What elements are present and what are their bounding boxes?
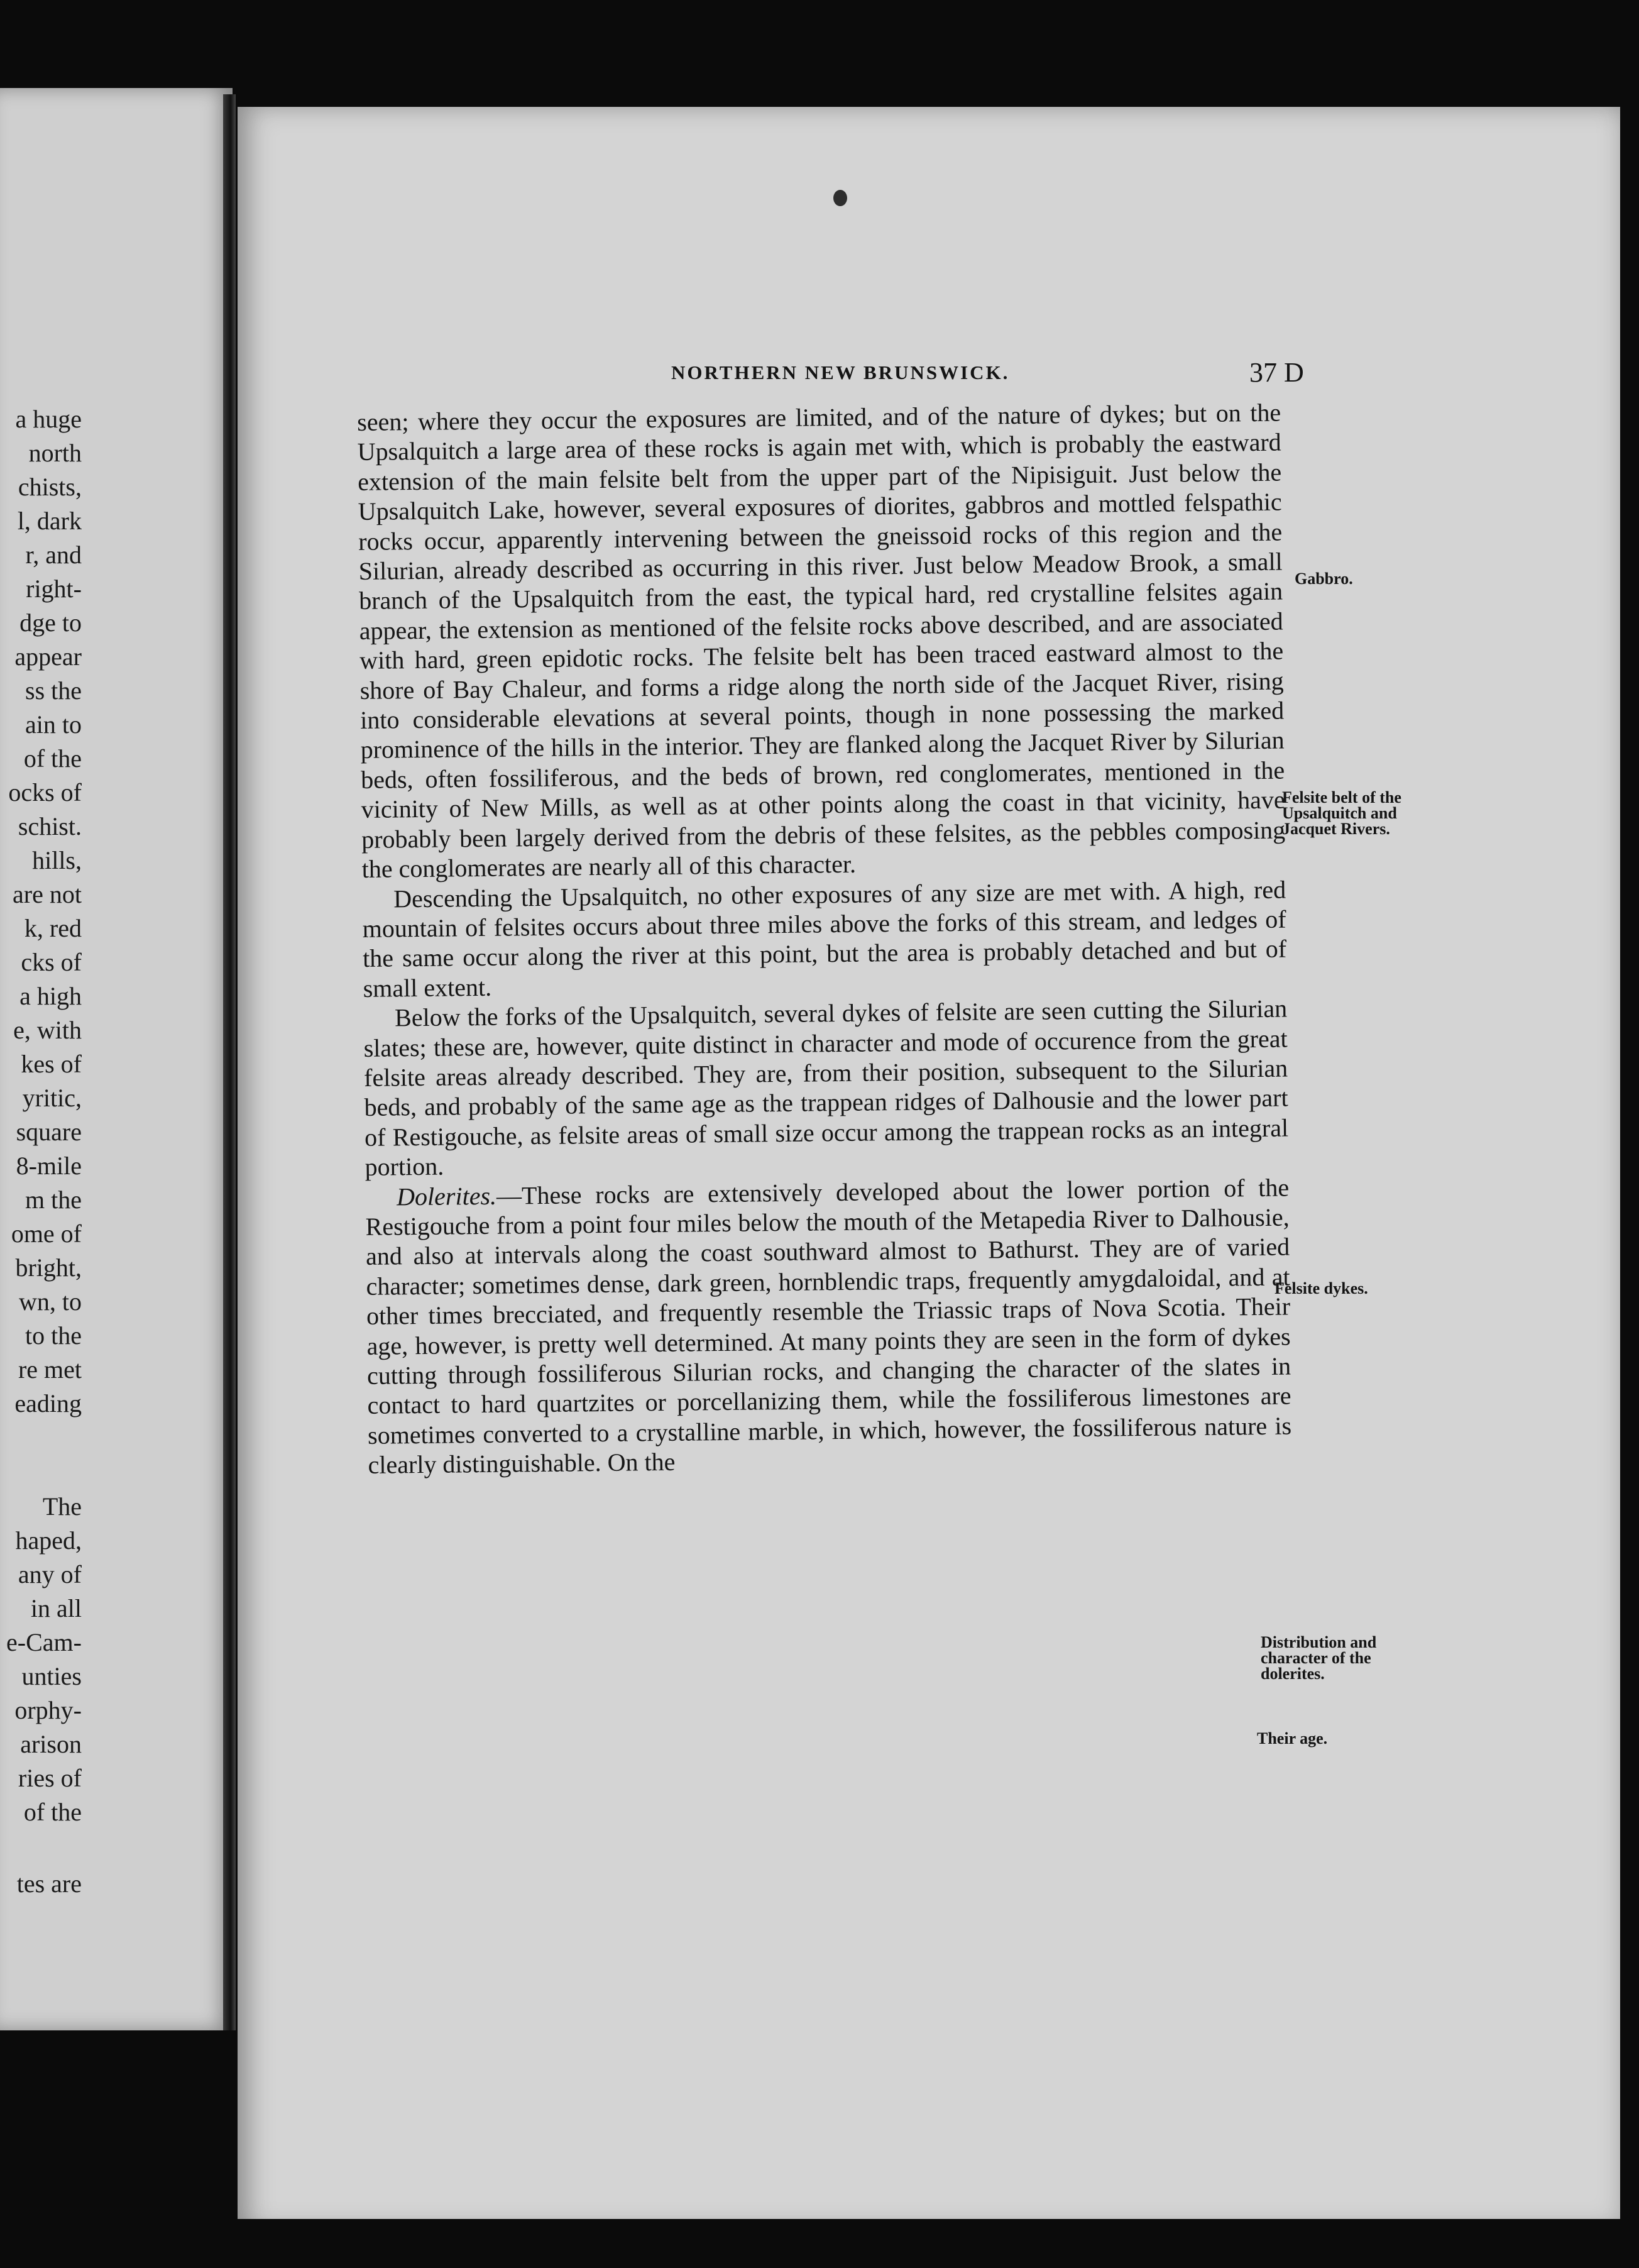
page-spot [833,190,847,206]
margin-note-felsite-belt: Felsite belt of the Upsalquitch and Jacquet Rivers. [1282,788,1401,838]
facing-page-line: 8-mile [16,1152,82,1180]
facing-page-line: chists, [18,473,82,501]
facing-page-line: yritic, [22,1084,82,1112]
facing-page-text-upper [0,402,82,1421]
paragraph-3: Below the forks of the Upsalquitch, several dykes of felsite are seen cutting the Silurian slates; these are, however, quite distinct in character and mode of occurence from the great felsite areas already described. They are, from their position, subsequent to the Silurian beds, and probably of the same age as the trappean ridges of Dalhousie and the lower part of Restigouche, as felsite areas of small size occur among the trappean rocks as an integral portion. [363,994,1289,1182]
facing-page-text-end: tes are [16,1869,82,1898]
facing-page-line: ss the [25,676,82,705]
margin-note-distribution: Distribution and character of the dolerites. [1261,1633,1377,1683]
facing-page-line: right- [26,575,82,603]
facing-page-line: ome of [11,1219,82,1248]
facing-page-line: k, red [24,914,82,942]
section-heading-dolerites: Dolerites. [396,1181,497,1211]
facing-page-line: dge to [19,608,82,637]
facing-page-line: a high [19,982,82,1010]
facing-page-line: re met [18,1355,82,1384]
margin-note-their-age: Their age. [1257,1729,1328,1748]
book-gutter [223,94,236,2030]
margin-note-gabbro: Gabbro. [1295,570,1353,588]
facing-page-line: square [16,1118,82,1146]
facing-page-line: ocks of [8,778,82,806]
facing-page-line: to the [25,1321,82,1350]
facing-page-line: unties [21,1662,82,1690]
facing-page-line: cks of [21,948,82,976]
facing-page-text-lower [0,1490,82,1829]
facing-page-line: e, with [13,1016,82,1044]
facing-page-line: hills, [32,846,82,874]
facing-page-line: of the [23,744,82,773]
facing-page-line: appear [14,642,82,671]
facing-page-line: in all [30,1594,82,1622]
facing-page-line: bright, [15,1253,82,1282]
facing-page-line: of the [23,1798,82,1826]
paragraph-4 [365,1172,1292,1480]
facing-page-line: ain to [25,710,82,739]
margin-note-felsite-dykes: Felsite dykes. [1274,1279,1368,1297]
facing-page-line: l, dark [17,507,82,535]
facing-page-line: a huge [15,405,82,433]
facing-page-line: e-Cam- [6,1628,82,1656]
facing-page-line: r, and [25,541,82,569]
facing-page-line: orphy- [14,1696,82,1724]
facing-page-line: eading [14,1389,82,1418]
page-shadow [238,2219,1633,2268]
facing-page-line: m the [25,1186,82,1214]
facing-page-line: ries of [18,1764,82,1792]
paragraph-4-text: —These rocks are extensively developed about the lower portion of the Restigouche from a point four miles below the mouth of the Metapedia River to Dalhousie, and also at intervals along the coast southward almost to Bathurst. They are of varied character; sometimes dense, dark green, hornblendic traps, frequently amygdaloidal, and at other times brecciated, and frequently resemble the Triassic traps of Nova Scotia. Their age, however, is pretty well determined. At many points they are seen in the form of dykes cutting through fossiliferous Silurian rocks, and changing the character of the slates in contact to hard quartzites or porcellanizing them, while the fossiliferous limestones are sometimes converted to a crystalline marble, in which, however, the fossiliferous nature is clearly distinguishable. On the [365,1173,1292,1480]
facing-page-line: kes of [21,1050,82,1078]
page [238,107,1620,2238]
facing-page-line: wn, to [19,1287,82,1316]
facing-page-line: arison [20,1730,82,1758]
facing-page [0,88,233,2030]
facing-page-line: haped, [15,1526,82,1555]
running-head: NORTHERN NEW BRUNSWICK. [671,361,1010,383]
facing-page-line: are not [13,880,82,908]
facing-page-line: schist. [18,812,82,840]
paragraph-2: Descending the Upsalquitch, no other exposures of any size are met with. A high, red mountain of felsites occurs about three miles above the forks of this stream, and ledges of the same occur along the river at this point, but the area is probably detached and but of small extent. [362,875,1287,1003]
body-text [357,398,1292,1480]
facing-page-line: The [42,1492,82,1521]
facing-page-line: any of [18,1560,82,1588]
paragraph-1: seen; where they occur the exposures are limited, and of the nature of dykes; but on the Upsalquitch a large area of these rocks is again met with, which is probably the eastward extension of the main felsite belt from the upper part of the Nipisiguit. Just below the Upsalquitch Lake, however, several exposures of diorites, gabbros and mottled felspathic rocks occur, apparently intervening between the gneissoid rocks of this region and the Silurian, already described as occurring in this river. Just below Meadow Brook, a small branch of the Upsalquitch from the east, the typical hard, red crystalline felsites again appear, the extension as mentioned of the felsite rocks above described, and are associated with hard, green epidotic rocks. The felsite belt has been traced eastward almost to the shore of Bay Chaleur, and forms a ridge along the north side of the Jacquet River, rising into considerable elevations at several points, though in none possessing the marked prominence of the hills in the interior. They are flanked along the Jacquet River by Silurian beds, often fossiliferous, and the beds of brown, red conglomerates, mentioned in the vicinity of New Mills, as well as at other points along the coast in that vicinity, have probably been largely derived from the debris of these felsites, as the pebbles composing the conglomerates are nearly all of this character. [357,398,1286,884]
page-number: 37 D [1249,357,1304,388]
facing-page-line: north [28,439,82,467]
